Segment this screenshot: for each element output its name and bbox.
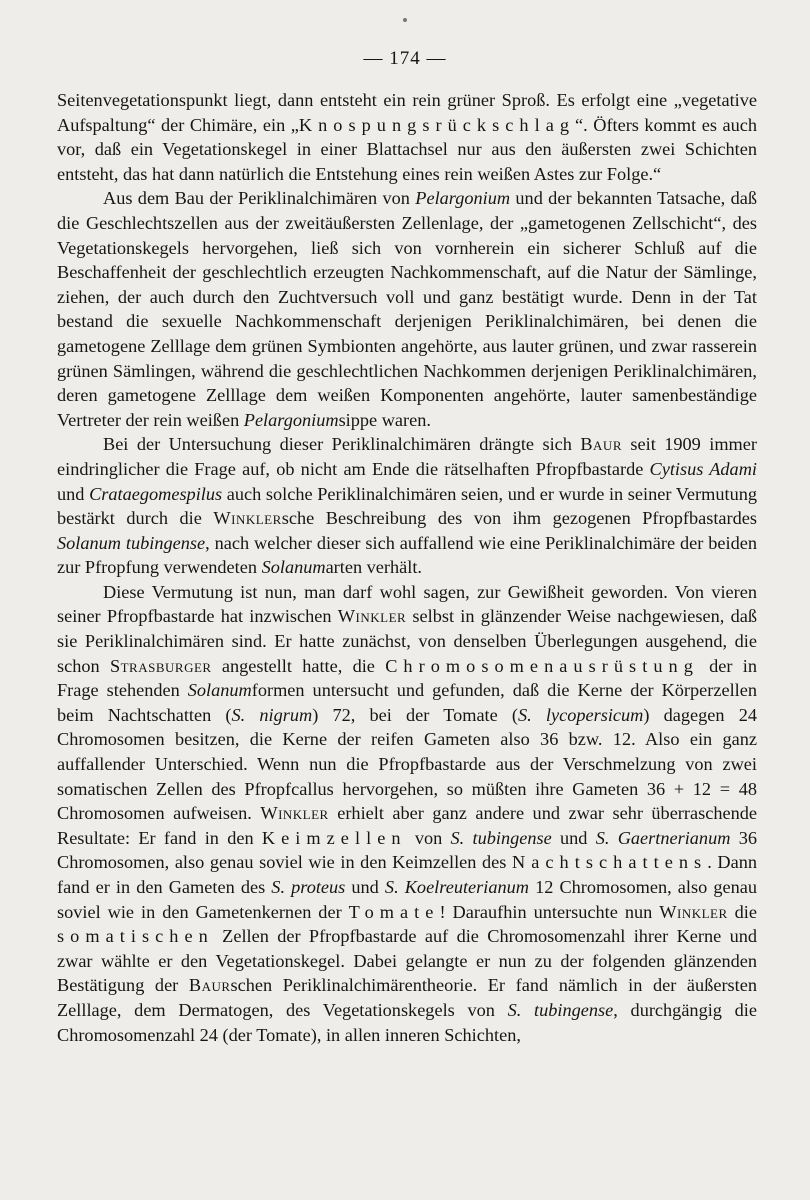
italic-term: Pelargonium xyxy=(415,188,511,209)
text-run: Aus dem Bau der Periklinalchimären von xyxy=(103,188,416,209)
text-run: , durchgängig die Chromosomenzahl 24 (der Tomate), in allen inneren Schichten, xyxy=(57,999,757,1045)
text-run: und der bekannten Tatsache, daß die Geschlechtszellen aus der zweitäußersten Zellenlage, der „gametogenen Zellschicht“, des Vegetationskegels hervorgehen, ließ sich von vornherein ein sicherer Schluß auf die Beschaffenheit der geschlechtlich erzeugten Nachkommenschaft, auf die Natur der Sämlinge, ziehen, der auch durch den Zuchtversuch voll und ganz bestätigt wurde. Denn in der Tat bestand die sexuelle Nachkommenschaft derjenigen Periklinalchimären, bei denen die gametogene Zelllage dem grünen Symbionten angehörte, aus lauter grünen, und zwar rasserein grünen Sämlingen, während die geschlechtlichen Nachkommen derjenigen Periklinalchimären, deren gametogene Zelllage dem weißen Komponenten angehörte, lauter samenbeständige Vertreter der rein weißen xyxy=(57,188,757,430)
paragraph-3 xyxy=(57,432,757,580)
text-run: ) dagegen 24 Chromosomen besitzen, die Kerne der reifen Gameten also 36 bzw. 12. Also ein ganz auffallender Unterschied. Wenn nun die Pfropfbastarde aus der Verschmelzung von zwei somatischen Zellen des Pfropfcallus hervorgehen, so müßten ihre Gameten 36 + 12 = 48 Chromosomen aufweisen. xyxy=(57,704,757,824)
text-run: auch solche Periklinalchimären seien, und er wurde in seiner Vermutung bestärkt durch die xyxy=(57,483,757,529)
text-run: der in Frage stehenden xyxy=(57,655,757,701)
text-run: Seitenvegetationspunkt liegt, dann entsteht ein rein grüner Sproß. Es erfolgt eine „vegetative Aufspaltung“ der Chimäre, ein „ xyxy=(57,90,757,135)
text-run: schen Periklinalchimärentheorie. Er fand nämlich in der äußersten Zelllage, dem Dermatogen, des Vegetationskegels von xyxy=(57,975,757,1020)
italic-term: Solanum xyxy=(187,680,252,701)
text-run: , nach welcher dieser sich auffallend wie eine Periklinalchimäre der beiden zur Pfropfung verwendeten xyxy=(57,532,757,578)
author-name: Strasburger xyxy=(109,655,212,676)
paragraph-1 xyxy=(57,88,757,186)
spaced-term: Tomate xyxy=(348,901,440,922)
spaced-term: Knospungsrückschlag xyxy=(298,114,576,135)
text-run: Diese Vermutung ist nun, man darf wohl sagen, zur Gewißheit geworden. Von vieren seiner Pfropfbastarde hat inzwischen xyxy=(57,581,757,627)
italic-term: Crataegomespilus xyxy=(89,483,223,504)
text-run: und xyxy=(551,827,596,848)
spaced-term: Nachtschattens xyxy=(512,852,708,873)
text-run: erhielt aber ganz andere und zwar sehr überraschende Resultate: Er fand in den xyxy=(57,803,757,848)
italic-term: Pelargonium xyxy=(243,409,339,430)
print-speck xyxy=(403,18,407,22)
author-name: Winkler xyxy=(659,901,728,922)
text-run: selbst in glänzender Weise nachgewiesen, daß sie Periklinalchimären sind. Er hatte zunächst, von denselben Überlegungen ausgehend, die schon xyxy=(57,606,757,676)
italic-term: S. nigrum xyxy=(231,704,313,725)
text-run: seit 1909 immer eindringlicher die Frage auf, ob nicht am Ende die rätselhaften Pfropfbastarde xyxy=(57,434,757,479)
text-run: 36 Chromosomen, also genau soviel wie in den Keimzellen des xyxy=(57,827,757,873)
paragraph-4 xyxy=(57,580,757,1047)
body-text xyxy=(57,88,757,1047)
italic-term: Solanum tubingense xyxy=(57,532,206,553)
text-run: . Dann fand er in den Gameten des xyxy=(57,852,757,897)
spaced-term: somatischen xyxy=(57,926,214,947)
italic-term: S. lycopersicum xyxy=(518,704,644,725)
text-run: arten verhält. xyxy=(325,557,422,578)
paragraph-2 xyxy=(57,186,757,432)
italic-term: Solanum xyxy=(261,557,326,578)
author-name: Winkler xyxy=(260,803,329,824)
text-run: “. Öfters kommt es auch vor, daß ein Vegetationskegel in einer Blattachsel nur aus den äußersten zwei Schichten entsteht, das hat dann natürlich die Entstehung eines rein weißen Astes zur Folge.“ xyxy=(57,114,757,184)
text-run: Bei der Untersuchung dieser Periklinalchimären drängte sich xyxy=(103,434,581,455)
italic-term: S. Gaertnerianum xyxy=(595,827,731,848)
italic-term: S. tubingense xyxy=(450,827,552,848)
author-name: Winkler xyxy=(213,508,282,529)
text-run: 12 Chromosomen, also genau soviel wie in den Gametenkernen der xyxy=(57,877,757,922)
text-run: sche Beschreibung des von ihm gezogenen Pfropfbastardes xyxy=(281,508,757,529)
author-name: Winkler xyxy=(337,606,407,627)
page-number: — 174 — xyxy=(363,48,447,69)
text-run: angestellt hatte, die xyxy=(211,655,386,676)
italic-term: Cytisus Adami xyxy=(649,458,757,479)
author-name: Baur xyxy=(188,975,231,996)
text-run: und xyxy=(57,483,90,504)
text-run: ) 72, bei der Tomate ( xyxy=(312,704,519,725)
text-run: die xyxy=(727,901,757,922)
text-run: ! Daraufhin untersuchte nun xyxy=(439,901,660,922)
spaced-term: Keimzellen xyxy=(261,827,407,848)
text-run: und xyxy=(345,877,385,897)
spaced-term: Chromosomenausrüstung xyxy=(385,655,699,676)
author-name: Baur xyxy=(580,434,622,455)
text-run: sippe waren. xyxy=(338,409,431,430)
text-run: von xyxy=(406,827,451,848)
italic-term: S. tubingense xyxy=(507,999,614,1020)
italic-term: S. proteus xyxy=(271,877,346,897)
italic-term: S. Koelreuterianum xyxy=(384,877,529,897)
text-run: Zellen der Pfropfbastarde auf die Chromosomenzahl ihrer Kerne und zwar wählte er den Vegetationskegel. Dabei gelangte er nun zu der folgenden glänzenden Bestätigung der xyxy=(57,926,757,996)
text-run: formen untersucht und gefunden, daß die Kerne der Körperzellen beim Nachtschatten ( xyxy=(57,680,757,725)
